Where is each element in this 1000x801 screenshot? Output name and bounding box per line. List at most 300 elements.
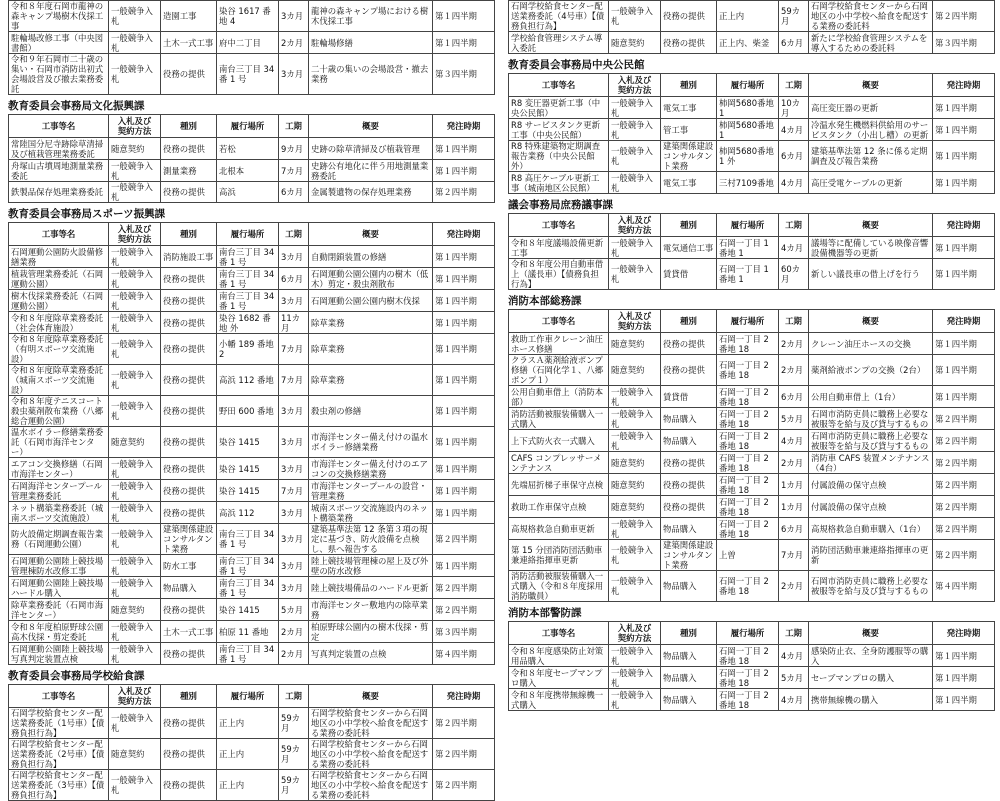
- cell-location: 南台三丁目 34 番 1 号: [217, 555, 279, 577]
- cell-timing: 第２四半期: [433, 739, 495, 770]
- table-header-row: [9, 223, 495, 246]
- table-row: [9, 739, 495, 770]
- cell-timing: 第２四半期: [433, 577, 495, 599]
- cell-type: 役務の提供: [161, 365, 217, 396]
- cell-contract: 随意契約: [609, 32, 661, 54]
- cell-contract: 随意契約: [109, 138, 161, 160]
- cell-location: 南台三丁目 34 番 1 号: [217, 268, 279, 290]
- cell-contract: 一般競争入札: [609, 237, 661, 259]
- cell-timing: 第１四半期: [933, 386, 995, 408]
- cell-name: 令和８年度柏原野球公園高木伐採・剪定委託: [9, 621, 109, 643]
- cell-location: 上曽: [717, 540, 779, 571]
- cell-contract: 一般競争入札: [609, 667, 661, 689]
- table-row: [9, 524, 495, 555]
- cell-location: 染谷 1617 番地 4: [217, 1, 279, 32]
- cell-location: 高浜 112: [217, 502, 279, 524]
- table-row: [509, 452, 995, 474]
- cell-timing: 第１四半期: [933, 645, 995, 667]
- table-row: [9, 643, 495, 665]
- cell-summary: 市海洋センタープールの設営・管理業務: [309, 480, 433, 502]
- cell-type: 役務の提供: [161, 599, 217, 621]
- cell-timing: 第１四半期: [433, 32, 495, 54]
- cell-location: 石岡一丁目 2 番地 18: [717, 667, 779, 689]
- cell-period: 2カ月: [779, 571, 809, 602]
- cell-summary: セーブマンプロの購入: [809, 667, 933, 689]
- cell-contract: 一般競争入札: [609, 1, 661, 32]
- cell-type: 防水工事: [161, 555, 217, 577]
- cell-location: 高浜: [217, 182, 279, 203]
- cell-summary: 石岡学校給食センターから石岡地区の小中学校へ給食を配送する業務の委託料: [809, 1, 933, 32]
- column-header: 種別: [161, 223, 217, 246]
- cell-contract: 一般競争入札: [109, 396, 161, 427]
- cell-period: 6カ月: [279, 268, 309, 290]
- cell-timing: 第２四半期: [933, 518, 995, 540]
- cell-period: 3カ月: [279, 246, 309, 268]
- cell-timing: 第２四半期: [933, 408, 995, 430]
- cell-location: 正上内: [717, 1, 779, 32]
- cell-contract: 随意契約: [609, 355, 661, 386]
- cell-location: 正上内: [217, 739, 279, 770]
- cell-type: 役務の提供: [161, 334, 217, 365]
- cell-location: 南台三丁目 34 番 1 号: [217, 54, 279, 95]
- table-header-row: [509, 74, 995, 97]
- cell-location: 柿岡5680番地 1: [717, 119, 779, 141]
- cell-location: 柿岡5680番地 1: [717, 97, 779, 119]
- cell-name: 消防活動被服装備購入一式購入: [509, 408, 609, 430]
- cell-period: 6カ月: [779, 518, 809, 540]
- cell-name: 令和８年度除草業務委託（城南スポーツ交流施設）: [9, 365, 109, 396]
- table-row: [509, 645, 995, 667]
- cell-name: 令和８年度セーブマンプロ購入: [509, 667, 609, 689]
- cell-period: 59カ月: [279, 739, 309, 770]
- cell-summary: 駐輪場修繕: [309, 32, 433, 54]
- cell-type: 土木一式工事: [161, 621, 217, 643]
- cell-period: 3カ月: [279, 427, 309, 458]
- cell-timing: 第１四半期: [433, 555, 495, 577]
- table-row: [9, 770, 495, 801]
- cell-timing: 第１四半期: [933, 237, 995, 259]
- cell-type: 役務の提供: [661, 452, 717, 474]
- cell-location: 石岡一丁目 2 番地 18: [717, 474, 779, 496]
- cell-timing: 第２四半期: [433, 524, 495, 555]
- cell-summary: 柏原野球公園内の樹木伐採・剪定: [309, 621, 433, 643]
- cell-period: 7カ月: [279, 480, 309, 502]
- cell-contract: 一般競争入札: [609, 97, 661, 119]
- cell-location: 南台三丁目 34 番 1 号: [217, 524, 279, 555]
- cell-location: 正上内: [217, 708, 279, 739]
- table-row: [509, 259, 995, 290]
- cell-name: 樹木伐採業務委託（石岡運動公園）: [9, 290, 109, 312]
- cell-timing: 第１四半期: [933, 97, 995, 119]
- cell-summary: 市海洋センター備え付けの温水ボイラー修繕業務: [309, 427, 433, 458]
- column-header: 工期: [779, 214, 809, 237]
- cell-type: 土木一式工事: [161, 32, 217, 54]
- cell-contract: 一般競争入札: [609, 172, 661, 194]
- section-title: 教育委員会事務局スポーツ振興課: [8, 208, 166, 220]
- cell-timing: 第１四半期: [433, 290, 495, 312]
- cell-contract: 一般競争入札: [109, 458, 161, 480]
- cell-type: 役務の提供: [161, 643, 217, 665]
- cell-type: 電気工事: [661, 97, 717, 119]
- table-header-row: [9, 115, 495, 138]
- section-title: 消防本部総務課: [508, 295, 582, 307]
- cell-type: 電気工事: [661, 172, 717, 194]
- cell-contract: 一般競争入札: [109, 32, 161, 54]
- section-title: 議会事務局庶務議事課: [508, 199, 613, 211]
- cell-period: 2カ月: [779, 355, 809, 386]
- cell-type: 役務の提供: [661, 474, 717, 496]
- cell-contract: 一般競争入札: [109, 480, 161, 502]
- cell-type: 役務の提供: [161, 770, 217, 801]
- cell-location: 染谷 1415: [217, 480, 279, 502]
- cell-timing: 第１四半期: [933, 119, 995, 141]
- cell-summary: 建築基準法第 12 条第３項の規定に基づき、防火設備を点検し、県へ報告する: [309, 524, 433, 555]
- continued-table: [8, 0, 495, 95]
- cell-name: 先端屈折梯子車保守点検: [509, 474, 609, 496]
- cell-summary: 議場等に配備している映像音響設備機器等の更新: [809, 237, 933, 259]
- table-row: [9, 54, 495, 95]
- cell-period: 3カ月: [279, 54, 309, 95]
- cell-name: 高規格救急自動車更新: [509, 518, 609, 540]
- cell-name: 石岡学校給食センター配送業務委託（2号車）【債務負担行為】: [9, 739, 109, 770]
- cell-name: 石岡海洋センタープール管理業務委託: [9, 480, 109, 502]
- column-header: 発注時期: [433, 685, 495, 708]
- cell-name: 救助工作車保守点検: [509, 496, 609, 518]
- cell-type: 役務の提供: [161, 396, 217, 427]
- cell-type: 物品購入: [661, 430, 717, 452]
- cell-location: 柏原 11 番地: [217, 621, 279, 643]
- cell-summary: 市海洋センター備え付けのエアコンの交換修繕業務: [309, 458, 433, 480]
- table-row: [9, 427, 495, 458]
- section-title: 消防本部警防課: [508, 607, 582, 619]
- cell-location: 石岡一丁目 2 番地 18: [717, 333, 779, 355]
- cell-location: 南台三丁目 34 番 1 号: [217, 290, 279, 312]
- cell-type: 役務の提供: [661, 1, 717, 32]
- cell-location: 三村7109番地: [717, 172, 779, 194]
- cell-type: 役務の提供: [161, 739, 217, 770]
- column-header: 概要: [809, 622, 933, 645]
- cell-period: 4カ月: [779, 172, 809, 194]
- cell-summary: 冷温水発生機燃料供給用のサービスタンク（小出し槽）の更新: [809, 119, 933, 141]
- cell-contract: 一般競争入札: [109, 502, 161, 524]
- cell-contract: 一般競争入札: [109, 160, 161, 182]
- table-row: [9, 32, 495, 54]
- cell-timing: 第１四半期: [433, 246, 495, 268]
- table-row: [509, 333, 995, 355]
- cell-period: 5カ月: [779, 408, 809, 430]
- column-header: 履行場所: [217, 223, 279, 246]
- cell-name: 石岡運動公園陸上競技場写真判定装置点検: [9, 643, 109, 665]
- cell-location: 石岡一丁目 2 番地 18: [717, 452, 779, 474]
- cell-type: 建築関係建設コンサルタント業務: [661, 141, 717, 172]
- cell-period: 2カ月: [279, 621, 309, 643]
- column-header: 発注時期: [433, 223, 495, 246]
- cell-name: R8 特殊建築物定期調査報告業務（中央公民館外）: [509, 141, 609, 172]
- cell-summary: 城南スポーツ交流施設内のネット構築業務: [309, 502, 433, 524]
- cell-type: 賃貸借: [661, 386, 717, 408]
- table-row: [9, 365, 495, 396]
- cell-timing: 第３四半期: [933, 32, 995, 54]
- table-row: [9, 555, 495, 577]
- table-row: [9, 312, 495, 334]
- cell-name: 令和８年度テニスコート殺虫薬剤散布業務（八郷総合運動公園）: [9, 396, 109, 427]
- cell-location: 石岡一丁目 2 番地 18: [717, 408, 779, 430]
- cell-summary: 陸上競技場備品のハードル更新: [309, 577, 433, 599]
- column-header: 履行場所: [217, 115, 279, 138]
- cell-timing: 第２四半期: [933, 452, 995, 474]
- cell-summary: 消防車 CAFS 装置メンテナンス（4台）: [809, 452, 933, 474]
- table-header-row: [509, 310, 995, 333]
- cell-contract: 一般競争入札: [609, 518, 661, 540]
- cell-timing: 第１四半期: [433, 480, 495, 502]
- cell-contract: 一般競争入札: [109, 365, 161, 396]
- column-header: 入札及び 契約方法: [109, 223, 161, 246]
- column-header: 発注時期: [933, 310, 995, 333]
- cell-type: 電気通信工事: [661, 237, 717, 259]
- table-row: [9, 160, 495, 182]
- cell-type: 管工事: [661, 119, 717, 141]
- cell-type: 役務の提供: [661, 496, 717, 518]
- table-row: [9, 577, 495, 599]
- cell-summary: 石岡学校給食センターから石岡地区の小中学校へ給食を配送する業務の委託料: [309, 739, 433, 770]
- cell-name: 植栽管理業務委託（石岡運動公園）: [9, 268, 109, 290]
- cell-name: 石岡運動公園陸上競技場ハードル購入: [9, 577, 109, 599]
- cell-contract: 随意契約: [109, 427, 161, 458]
- table-row: [9, 599, 495, 621]
- table-row: [509, 1, 995, 32]
- cell-name: 令和８年度感染防止対策用品購入: [509, 645, 609, 667]
- cell-summary: 陸上競技場管理棟の屋上及び外壁の防水改修: [309, 555, 433, 577]
- cell-name: 防火設備定期調査報告業務（石岡運動公園）: [9, 524, 109, 555]
- cell-timing: 第１四半期: [433, 138, 495, 160]
- cell-name: CAFS コンプレッサーメンテナンス: [509, 452, 609, 474]
- cell-period: 3カ月: [279, 1, 309, 32]
- column-header: 概要: [809, 310, 933, 333]
- cell-location: 石岡一丁目 2 番地 18: [717, 571, 779, 602]
- cell-summary: 石岡市消防吏員に職務上必要な被服等を給与及び貸与するもの: [809, 430, 933, 452]
- column-header: 工事等名: [509, 74, 609, 97]
- cell-contract: 随意契約: [109, 599, 161, 621]
- cell-timing: 第１四半期: [933, 141, 995, 172]
- cell-type: 役務の提供: [161, 182, 217, 203]
- cell-summary: 付属設備の保守点検: [809, 496, 933, 518]
- cell-period: 3カ月: [279, 577, 309, 599]
- cell-name: クラスＡ薬剤給液ポンプ修繕（石岡化学１、八郷ポンプ１）: [509, 355, 609, 386]
- cell-location: 石岡一丁目 2 番地 18: [717, 518, 779, 540]
- column-header: 種別: [661, 214, 717, 237]
- column-header: 工期: [279, 223, 309, 246]
- column-header: 入札及び 契約方法: [609, 214, 661, 237]
- cell-period: 59カ月: [279, 708, 309, 739]
- cell-contract: 一般競争入札: [109, 334, 161, 365]
- cell-contract: 一般競争入札: [609, 408, 661, 430]
- column-header: 工期: [779, 310, 809, 333]
- cell-timing: 第２四半期: [933, 430, 995, 452]
- cell-contract: 一般競争入札: [109, 246, 161, 268]
- cell-contract: 一般競争入札: [609, 645, 661, 667]
- cell-contract: 随意契約: [109, 739, 161, 770]
- cell-type: 物品購入: [661, 408, 717, 430]
- cell-period: 60カ月: [779, 259, 809, 290]
- cell-timing: 第１四半期: [433, 334, 495, 365]
- cell-contract: 一般競争入札: [109, 555, 161, 577]
- table-header-row: [509, 214, 995, 237]
- cell-type: 役務の提供: [161, 312, 217, 334]
- cell-contract: 一般競争入札: [609, 689, 661, 711]
- table-row: [509, 540, 995, 571]
- cell-summary: 石岡運動公園公園内樹木伐採: [309, 290, 433, 312]
- cell-location: 石岡一丁目 2 番地 18: [717, 645, 779, 667]
- cell-location: 柿岡5680番地 1 外: [717, 141, 779, 172]
- cell-name: 救助工作車クレーン油圧ホース修繕: [509, 333, 609, 355]
- cell-timing: 第２四半期: [933, 1, 995, 32]
- cell-timing: 第１四半期: [433, 427, 495, 458]
- cell-timing: 第１四半期: [433, 1, 495, 32]
- cell-period: 7カ月: [279, 334, 309, 365]
- cell-summary: 写真判定装置の点検: [309, 643, 433, 665]
- column-header: 種別: [661, 622, 717, 645]
- cell-name: 石岡運動公園防火設備修繕業務: [9, 246, 109, 268]
- cell-type: 測量業務: [161, 160, 217, 182]
- cell-location: 若松: [217, 138, 279, 160]
- table-row: [9, 334, 495, 365]
- cell-type: 賃貸借: [661, 259, 717, 290]
- column-header: 概要: [809, 214, 933, 237]
- cell-period: 6カ月: [779, 32, 809, 54]
- column-header: 工事等名: [509, 214, 609, 237]
- column-header: 入札及び 契約方法: [109, 685, 161, 708]
- cell-contract: 一般競争入札: [109, 643, 161, 665]
- cell-timing: 第１四半期: [933, 259, 995, 290]
- cell-type: 物品購入: [661, 571, 717, 602]
- section-table: [508, 73, 995, 194]
- cell-name: 令和９年石岡市二十歳の集い・石岡市消防出初式会場設営及び撤去業務委託: [9, 54, 109, 95]
- cell-timing: 第１四半期: [433, 312, 495, 334]
- section-table: [8, 222, 495, 665]
- cell-period: 5カ月: [279, 599, 309, 621]
- cell-timing: 第２四半期: [933, 496, 995, 518]
- column-header: 履行場所: [717, 622, 779, 645]
- cell-timing: 第２四半期: [933, 474, 995, 496]
- column-header: 工期: [779, 74, 809, 97]
- cell-contract: 一般競争入札: [609, 141, 661, 172]
- column-header: 種別: [661, 74, 717, 97]
- cell-type: 役務の提供: [661, 32, 717, 54]
- column-header: 入札及び 契約方法: [609, 74, 661, 97]
- cell-timing: 第２四半期: [433, 182, 495, 203]
- cell-location: 染谷 1682 番地 外: [217, 312, 279, 334]
- cell-contract: 一般競争入札: [109, 312, 161, 334]
- cell-type: 役務の提供: [161, 268, 217, 290]
- cell-summary: 公用自動車借上（1台）: [809, 386, 933, 408]
- cell-name: 令和８年度携帯無線機一式購入: [509, 689, 609, 711]
- table-row: [509, 430, 995, 452]
- cell-summary: 付属設備の保守点検: [809, 474, 933, 496]
- cell-name: 消防活動被服装備購入一式購入（令和８年度採用消防職員）: [509, 571, 609, 602]
- table-row: [509, 32, 995, 54]
- column-header: 工期: [779, 622, 809, 645]
- column-header: 発注時期: [933, 214, 995, 237]
- cell-name: 公用自動車借上（消防本部）: [509, 386, 609, 408]
- cell-name: 駐輪場改修工事（中央図書館）: [9, 32, 109, 54]
- cell-period: 59カ月: [779, 1, 809, 32]
- column-header: 工事等名: [9, 115, 109, 138]
- cell-summary: 史跡公有地化に伴う用地測量業務委託: [309, 160, 433, 182]
- cell-period: 6カ月: [779, 386, 809, 408]
- cell-contract: 随意契約: [609, 496, 661, 518]
- cell-period: 6カ月: [279, 182, 309, 203]
- cell-name: 学校給食管理システム導入委託: [509, 32, 609, 54]
- cell-summary: 建築基準法第 12 条に係る定期調査及び報告業務: [809, 141, 933, 172]
- cell-type: 役務の提供: [161, 708, 217, 739]
- column-header: 履行場所: [717, 214, 779, 237]
- column-header: 履行場所: [217, 685, 279, 708]
- cell-name: 令和８年度議場設備更新工事: [509, 237, 609, 259]
- section-table: [8, 684, 495, 801]
- cell-name: 令和８年度除草業務委託（社会体育施設）: [9, 312, 109, 334]
- table-row: [9, 182, 495, 203]
- cell-summary: 石岡市消防吏員に職務上必要な被服等を給与及び貸与するもの: [809, 408, 933, 430]
- cell-period: 6カ月: [779, 141, 809, 172]
- cell-summary: 石岡市消防吏員に職務上必要な被服等を給与及び貸与するもの: [809, 571, 933, 602]
- cell-location: 南台三丁目 34 番 1 号: [217, 577, 279, 599]
- cell-period: 3カ月: [279, 524, 309, 555]
- section-title: 教育委員会事務局中央公民館: [508, 59, 645, 71]
- table-row: [509, 408, 995, 430]
- cell-timing: 第４四半期: [433, 643, 495, 665]
- column-header: 工事等名: [509, 310, 609, 333]
- cell-contract: 一般競争入札: [109, 770, 161, 801]
- cell-type: 物品購入: [661, 689, 717, 711]
- cell-summary: 除草業務: [309, 334, 433, 365]
- table-row: [509, 237, 995, 259]
- cell-contract: 一般競争入札: [109, 290, 161, 312]
- cell-summary: 石岡学校給食センターから石岡地区の小中学校へ給食を配送する業務の委託料: [309, 770, 433, 801]
- cell-period: 3カ月: [279, 502, 309, 524]
- cell-type: 役務の提供: [661, 355, 717, 386]
- cell-type: 物品購入: [661, 667, 717, 689]
- column-header: 発注時期: [933, 74, 995, 97]
- cell-location: 高浜 112 番地: [217, 365, 279, 396]
- cell-summary: 消防団活動車兼連絡指揮車の更新: [809, 540, 933, 571]
- left-column: [8, 0, 494, 801]
- cell-summary: 除草業務: [309, 365, 433, 396]
- cell-summary: 市海洋センター敷地内の除草業務: [309, 599, 433, 621]
- column-header: 工期: [279, 115, 309, 138]
- cell-timing: 第１四半期: [933, 333, 995, 355]
- cell-type: 役務の提供: [661, 333, 717, 355]
- cell-summary: 高圧変圧器の更新: [809, 97, 933, 119]
- section-title: 教育委員会事務局学校給食課: [8, 670, 145, 682]
- cell-period: 1カ月: [779, 474, 809, 496]
- cell-period: 7カ月: [779, 540, 809, 571]
- table-row: [509, 119, 995, 141]
- cell-type: 消防施設工事: [161, 246, 217, 268]
- cell-timing: 第１四半期: [933, 689, 995, 711]
- column-header: 発注時期: [433, 115, 495, 138]
- cell-summary: 金属製遺物の保存処理業務: [309, 182, 433, 203]
- cell-summary: 史跡の除草清掃及び植栽管理: [309, 138, 433, 160]
- column-header: 入札及び 契約方法: [109, 115, 161, 138]
- column-header: 工事等名: [9, 223, 109, 246]
- table-row: [9, 396, 495, 427]
- column-header: 入札及び 契約方法: [609, 622, 661, 645]
- cell-contract: 一般競争入札: [609, 386, 661, 408]
- cell-timing: 第２四半期: [433, 770, 495, 801]
- cell-contract: 一般競争入札: [109, 1, 161, 32]
- cell-name: 常陸国分尼寺跡除草清掃及び植栽管理業務委託: [9, 138, 109, 160]
- cell-period: 3カ月: [279, 396, 309, 427]
